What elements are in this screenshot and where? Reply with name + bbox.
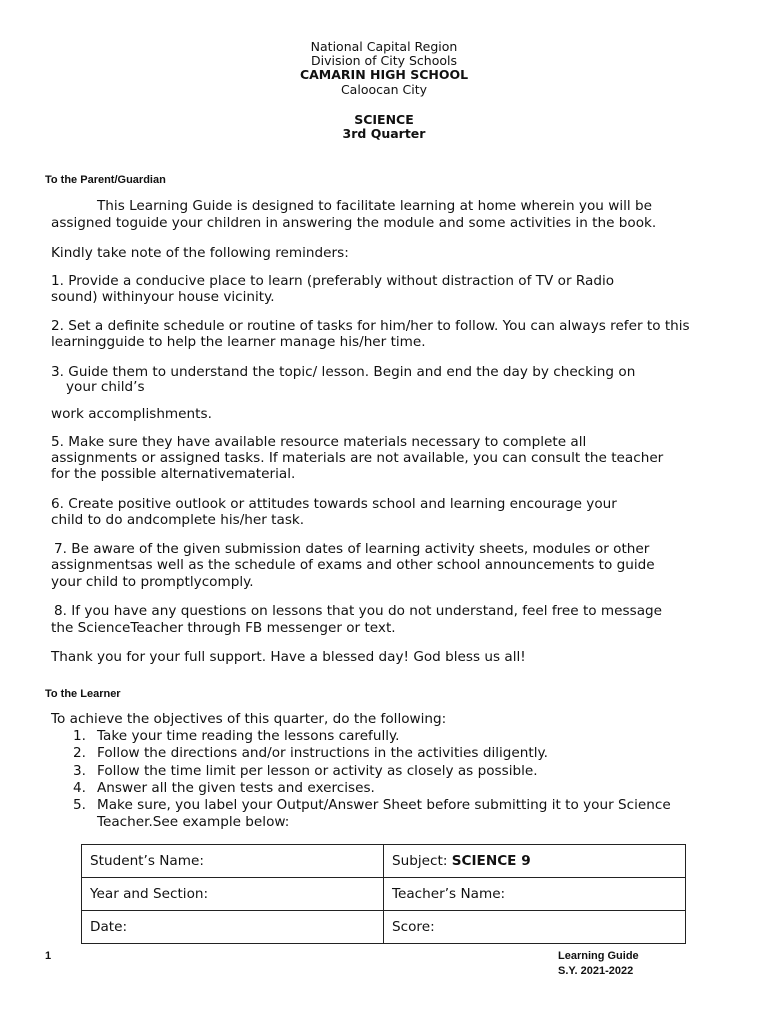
subject-cell [384,845,686,878]
list-item-continuation: Teacher.See example below: [97,814,290,830]
list-item: Answer all the given tests and exercises. [97,780,375,796]
date-cell: Date: [82,911,384,944]
quarter-title: 3rd Quarter [342,126,426,141]
reminder-5-line-3: for the possible alternativematerial. [51,466,296,482]
reminder-2-line-1: 2. Set a definite schedule or routine of tasks for him/her to follow. You can always refer to this [51,318,690,334]
reminder-1-line-2: sound) withinyour house vicinity. [51,289,275,305]
footer-doc-title: Learning Guide [558,950,639,962]
subject-value: SCIENCE 9 [451,853,531,869]
list-item-number: 5. [73,797,86,813]
list-item-number: 1. [73,728,86,744]
reminder-5-line-2: assignments or assigned tasks. If materials are not available, you can consult the teacher [51,450,664,466]
city-name: Caloocan City [340,82,428,97]
reminder-3-line-3: work accomplishments. [51,406,212,422]
score-cell: Score: [384,911,686,944]
list-item-number: 4. [73,780,86,796]
subject-label: Subject: [392,853,452,869]
reminder-3-line-1: 3. Guide them to understand the topic/ lesson. Begin and end the day by checking on [51,364,636,380]
reminder-7-line-3: your child to promptlycomply. [51,574,254,590]
teacher-name-cell: Teacher’s Name: [384,878,686,911]
table-row [82,911,686,944]
list-item: Follow the directions and/or instructions in the activities diligently. [97,745,548,761]
reminder-6-line-2: child to do andcomplete his/her task. [51,512,305,528]
reminder-7-line-2: assignmentsas well as the schedule of exams and other school announcements to guide [51,557,655,573]
reminder-1-line-1: 1. Provide a conducive place to learn (preferably without distraction of TV or Radio [51,273,615,289]
reminder-8-line-2: the ScienceTeacher through FB messenger or text. [51,620,396,636]
reminder-3-line-2: your child’s [66,379,145,395]
learner-section-heading: To the Learner [45,688,121,700]
answer-sheet-example-table [81,844,686,944]
parent-intro-line-2: assigned toguide your children in answering the module and some activities in the book. [51,215,657,231]
student-name-cell: Student’s Name: [82,845,384,878]
page-number: 1 [45,950,52,962]
footer-school-year: S.Y. 2021-2022 [558,965,634,977]
division-title: Division of City Schools [310,53,457,68]
list-item: Follow the time limit per lesson or activity as closely as possible. [97,763,538,779]
subject-title: SCIENCE [354,112,414,127]
reminder-5-line-1: 5. Make sure they have available resource materials necessary to complete all [51,434,587,450]
parent-section-heading: To the Parent/Guardian [45,174,166,186]
list-item-number: 2. [73,745,86,761]
parent-intro-line-1: This Learning Guide is designed to facilitate learning at home wherein you will be [97,198,652,214]
reminders-intro: Kindly take note of the following reminders: [51,245,349,261]
learner-intro: To achieve the objectives of this quarter, do the following: [51,711,447,727]
year-section-cell: Year and Section: [82,878,384,911]
reminder-7-line-1: 7. Be aware of the given submission dates of learning activity sheets, modules or other [54,541,650,557]
list-item: Make sure, you label your Output/Answer Sheet before submitting it to your Science [97,797,671,813]
reminder-8-line-1: 8. If you have any questions on lessons that you do not understand, feel free to message [54,603,663,619]
region-title: National Capital Region [310,39,458,54]
list-item-number: 3. [73,763,86,779]
table-row [82,845,686,878]
reminder-6-line-1: 6. Create positive outlook or attitudes towards school and learning encourage your [51,496,617,512]
thank-you-message: Thank you for your full support. Have a blessed day! God bless us all! [51,649,526,665]
school-name: CAMARIN HIGH SCHOOL [299,67,469,82]
table-row [82,878,686,911]
reminder-2-line-2: learningguide to help the learner manage his/her time. [51,334,426,350]
list-item: Take your time reading the lessons carefully. [97,728,400,744]
